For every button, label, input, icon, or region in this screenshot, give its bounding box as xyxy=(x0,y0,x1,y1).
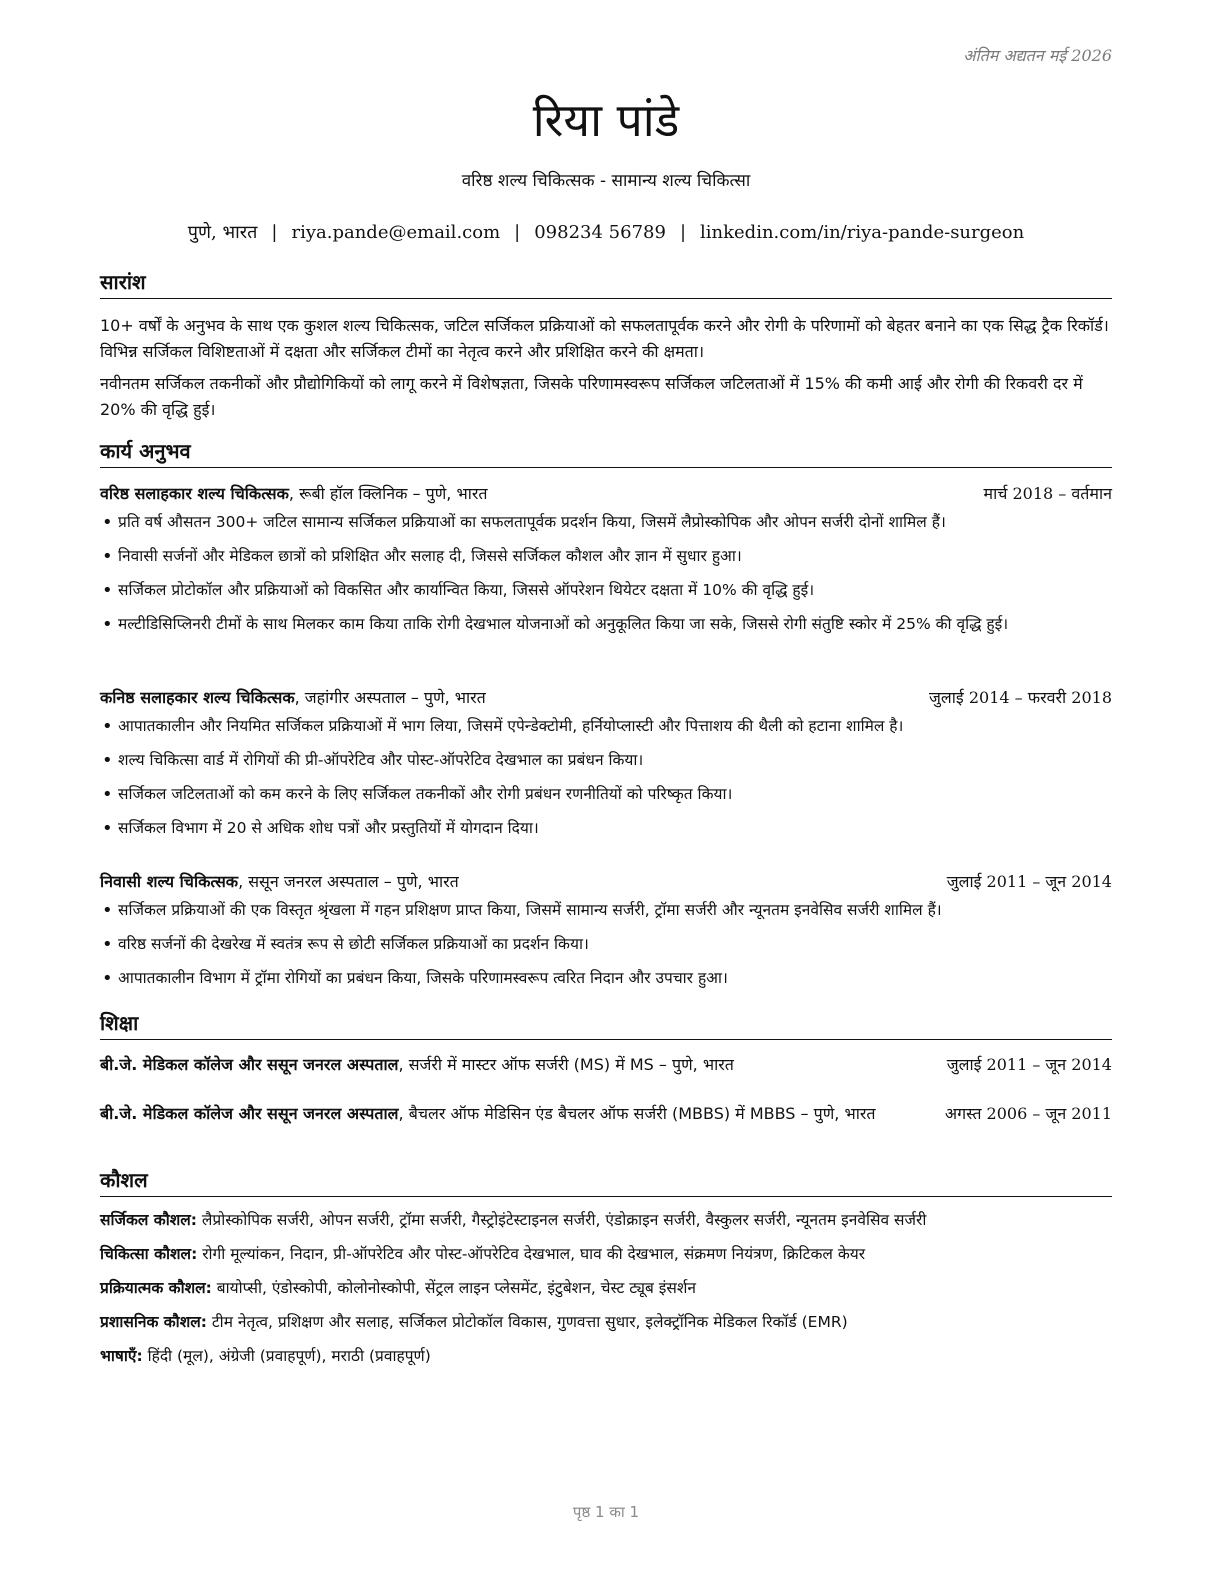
job-role: वरिष्ठ सलाहकार शल्य चिकित्सक xyxy=(100,484,289,503)
job-header xyxy=(100,870,1112,892)
skill-label: भाषाएँ: xyxy=(100,1347,143,1365)
job-org: , रूबी हॉल क्लिनिक – पुणे, भारत xyxy=(288,484,488,503)
skill-value: टीम नेतृत्व, प्रशिक्षण और सलाह, सर्जिकल प्रोटोकॉल विकास, गुणवत्ता सुधार, इलेक्ट्रॉनिक मेडिकल रिकॉर्ड (EMR) xyxy=(206,1313,848,1331)
job-bullets xyxy=(100,898,1112,1000)
skill-label: प्रशासनिक कौशल: xyxy=(100,1313,207,1331)
job-bullets xyxy=(100,510,1112,646)
education-detail: , बैचलर ऑफ मेडिसिन एंड बैचलर ऑफ सर्जरी (MBBS) में MBBS – पुणे, भारत xyxy=(398,1104,876,1123)
contact-phone: 098234 56789 xyxy=(534,222,666,243)
skill-value: रोगी मूल्यांकन, निदान, प्री-ऑपरेटिव और पोस्ट-ऑपरेटिव देखभाल, घाव की देखभाल, संक्रमण नियंत्रण, क्रिटिकल केयर xyxy=(197,1245,866,1263)
contact-separator: | xyxy=(514,222,521,243)
skills-list xyxy=(100,1208,1112,1378)
skill-label: चिकित्सा कौशल: xyxy=(100,1245,198,1263)
list-item: • निवासी सर्जनों और मेडिकल छात्रों को प्रशिक्षित और सलाह दी, जिससे सर्जिकल कौशल और ज्ञान में सुधार हुआ। xyxy=(100,544,1112,569)
skill-label: सर्जिकल कौशल: xyxy=(100,1211,197,1229)
education-item xyxy=(100,1052,1112,1077)
list-item: • वरिष्ठ सर्जनों की देखरेख में स्वतंत्र रूप से छोटी सर्जिकल प्रक्रियाओं का प्रदर्शन किया। xyxy=(100,932,1112,957)
education-dates: अगस्त 2006 – जून 2011 xyxy=(944,1104,1112,1123)
list-item: • सर्जिकल प्रोटोकॉल और प्रक्रियाओं को विकसित और कार्यान्वित किया, जिससे ऑपरेशन थियेटर दक्षता में 10% की वृद्धि हुई। xyxy=(100,578,1112,603)
section-title-summary: सारांश xyxy=(100,268,1112,299)
education-item xyxy=(100,1101,1112,1126)
last-updated: अंतिम अद्यतन मई 2026 xyxy=(963,46,1112,65)
section-title-education: शिक्षा xyxy=(100,1009,1112,1040)
list-item: • सर्जिकल जटिलताओं को कम करने के लिए सर्जिकल तकनीकों और रोगी प्रबंधन रणनीतियों को परिष्कृत किया। xyxy=(100,782,1112,807)
education-detail: , सर्जरी में मास्टर ऑफ सर्जरी (MS) में MS – पुणे, भारत xyxy=(398,1055,734,1074)
summary-paragraph-1: 10+ वर्षों के अनुभव के साथ एक कुशल शल्य चिकित्सक, जटिल सर्जिकल प्रक्रियाओं को सफलतापूर्वक करने और रोगी के परिणामों को बेहतर बनाने का एक सिद्ध ट्रैक रिकॉर्ड। विभिन्न सर्जिकल विशिष्टताओं में दक्षता और सर्जिकल टीमों का नेतृत्व करने और प्रशिक्षित करने की क्षमता। xyxy=(100,316,1109,361)
education-institution: बी.जे. मेडिकल कॉलेज और ससून जनरल अस्पताल xyxy=(100,1055,399,1074)
job-bullets xyxy=(100,714,1112,850)
list-item: • प्रति वर्ष औसतन 300+ जटिल सामान्य सर्जिकल प्रक्रियाओं का सफलतापूर्वक प्रदर्शन किया, जिसमें लैप्रोस्कोपिक और ओपन सर्जरी दोनों शामिल हैं। xyxy=(100,510,1112,535)
job-dates: जुलाई 2011 – जून 2014 xyxy=(946,872,1112,891)
contact-linkedin[interactable]: linkedin.com/in/riya-pande-surgeon xyxy=(700,222,1025,243)
list-item: • आपातकालीन और नियमित सर्जिकल प्रक्रियाओं में भाग लिया, जिसमें एपेन्डेक्टोमी, हर्नियोप्लास्टी और पित्ताशय की थैली को हटाना शामिल है। xyxy=(100,714,1112,739)
list-item: • सर्जिकल विभाग में 20 से अधिक शोध पत्रों और प्रस्तुतियों में योगदान दिया। xyxy=(100,816,1112,841)
job-dates: जुलाई 2014 – फरवरी 2018 xyxy=(929,688,1112,707)
education-institution: बी.जे. मेडिकल कॉलेज और ससून जनरल अस्पताल xyxy=(100,1104,399,1123)
contact-separator: | xyxy=(679,222,687,243)
section-title-experience: कार्य अनुभव xyxy=(100,437,1112,468)
job-org: , जहांगीर अस्पताल – पुणे, भारत xyxy=(294,688,486,707)
page-number: पृष्ठ 1 का 1 xyxy=(572,1503,640,1521)
skill-row xyxy=(100,1310,1112,1335)
skill-label: प्रक्रियात्मक कौशल: xyxy=(100,1279,212,1297)
candidate-name: रिया पांडे xyxy=(532,93,680,147)
education-dates: जुलाई 2011 – जून 2014 xyxy=(946,1055,1112,1074)
job-org: , ससून जनरल अस्पताल – पुणे, भारत xyxy=(238,872,459,891)
job-role: कनिष्ठ सलाहकार शल्य चिकित्सक xyxy=(100,688,295,707)
skill-value: लैप्रोस्कोपिक सर्जरी, ओपन सर्जरी, ट्रॉमा सर्जरी, गैस्ट्रोइंटेस्टाइनल सर्जरी, एंडोक्राइन सर्जरी, वैस्कुलर सर्जरी, न्यूनतम इनवेसिव सर्जरी xyxy=(196,1211,927,1229)
section-title-skills: कौशल xyxy=(100,1166,1112,1197)
contact-separator: | xyxy=(271,222,278,243)
skill-value: बायोप्सी, एंडोस्कोपी, कोलोनोस्कोपी, सेंट्रल लाइन प्लेसमेंट, इंटुबेशन, चेस्ट ट्यूब इंसर्शन xyxy=(211,1279,697,1297)
skill-row xyxy=(100,1344,1112,1369)
job-header xyxy=(100,686,1112,708)
contact-email[interactable]: riya.pande@email.com xyxy=(291,222,501,243)
list-item: • शल्य चिकित्सा वार्ड में रोगियों की प्री-ऑपरेटिव और पोस्ट-ऑपरेटिव देखभाल का प्रबंधन किया। xyxy=(100,748,1112,773)
list-item: • सर्जिकल प्रक्रियाओं की एक विस्तृत श्रृंखला में गहन प्रशिक्षण प्राप्त किया, जिसमें सामान्य सर्जरी, ट्रॉमा सर्जरी और न्यूनतम इनवेसिव सर्जरी शामिल हैं। xyxy=(100,898,1112,923)
list-item: • मल्टीडिसिप्लिनरी टीमों के साथ मिलकर काम किया ताकि रोगी देखभाल योजनाओं को अनुकूलित किया जा सके, जिससे रोगी संतुष्टि स्कोर में 25% की वृद्धि हुई। xyxy=(100,612,1112,637)
job-title: वरिष्ठ शल्य चिकित्सक - सामान्य शल्य चिकित्सा xyxy=(461,171,751,191)
contact-location: पुणे, भारत xyxy=(187,222,258,243)
contact-line xyxy=(100,220,1112,244)
job-role: निवासी शल्य चिकित्सक xyxy=(100,872,239,891)
job-dates: मार्च 2018 – वर्तमान xyxy=(983,484,1112,503)
list-item: • आपातकालीन विभाग में ट्रॉमा रोगियों का प्रबंधन किया, जिसके परिणामस्वरूप त्वरित निदान और उपचार हुआ। xyxy=(100,966,1112,991)
skill-row xyxy=(100,1208,1112,1233)
summary-paragraph-2: नवीनतम सर्जिकल तकनीकों और प्रौद्योगिकियों को लागू करने में विशेषज्ञता, जिसके परिणामस्वरूप सर्जिकल जटिलताओं में 15% की कमी आई और रोगी की रिकवरी दर में 20% की वृद्धि हुई। xyxy=(100,374,1083,419)
skill-row xyxy=(100,1242,1112,1267)
skill-value: हिंदी (मूल), अंग्रेजी (प्रवाहपूर्ण), मराठी (प्रवाहपूर्ण) xyxy=(142,1347,431,1365)
skill-row xyxy=(100,1276,1112,1301)
job-header xyxy=(100,482,1112,504)
